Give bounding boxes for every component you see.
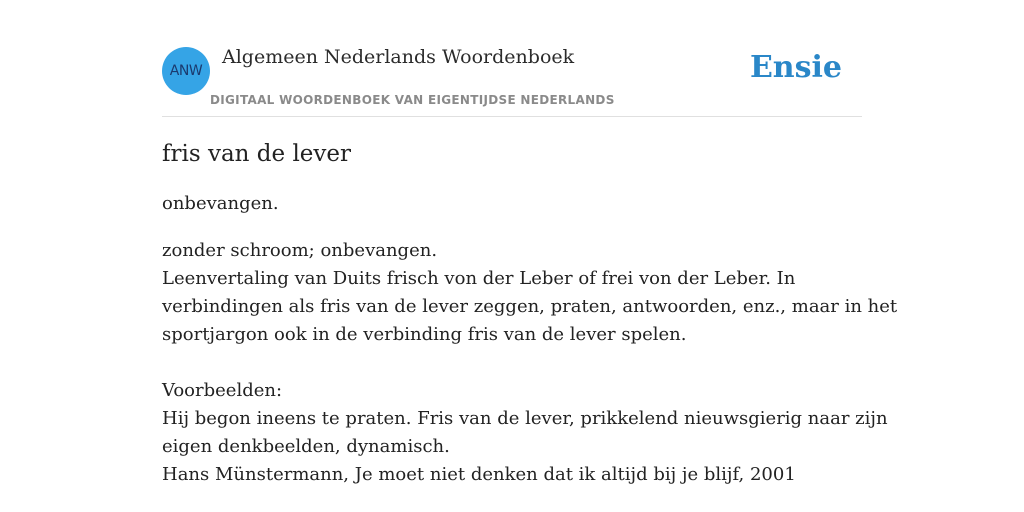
spacer [162,349,862,377]
dictionary-name[interactable]: Algemeen Nederlands Woordenboek [222,46,575,68]
header [162,0,862,117]
logo-text: ANW [169,63,203,79]
ensie-brand-logo[interactable]: Ensie [749,50,842,85]
definition-line: verbindingen als fris van de lever zeggen, praten, antwoorden, enz., maar in het [162,296,898,317]
short-definition: onbevangen. [162,193,279,214]
example-line: Hij begon ineens te praten. Fris van de lever, prikkelend nieuwsgierig naar zijn [162,408,888,429]
example-line: eigen denkbeelden, dynamisch. [162,436,450,457]
definition-line: Leenvertaling van Duits frisch von der Leber of frei von der Leber. In [162,268,796,289]
anw-logo[interactable] [162,47,210,95]
full-definition [162,237,898,489]
definition-line: zonder schroom; onbevangen. [162,240,438,261]
dictionary-tagline: DIGITAAL WOORDENBOEK VAN EIGENTIJDSE NEDERLANDS [210,93,615,107]
entry-content [162,138,898,489]
definition-line: sportjargon ook in de verbinding fris van de lever spelen. [162,324,687,345]
headword: fris van de lever [162,141,352,167]
example-source: Hans Münstermann, Je moet niet denken dat ik altijd bij je blijf, 2001 [162,464,796,485]
examples-label: Voorbeelden: [162,380,283,401]
